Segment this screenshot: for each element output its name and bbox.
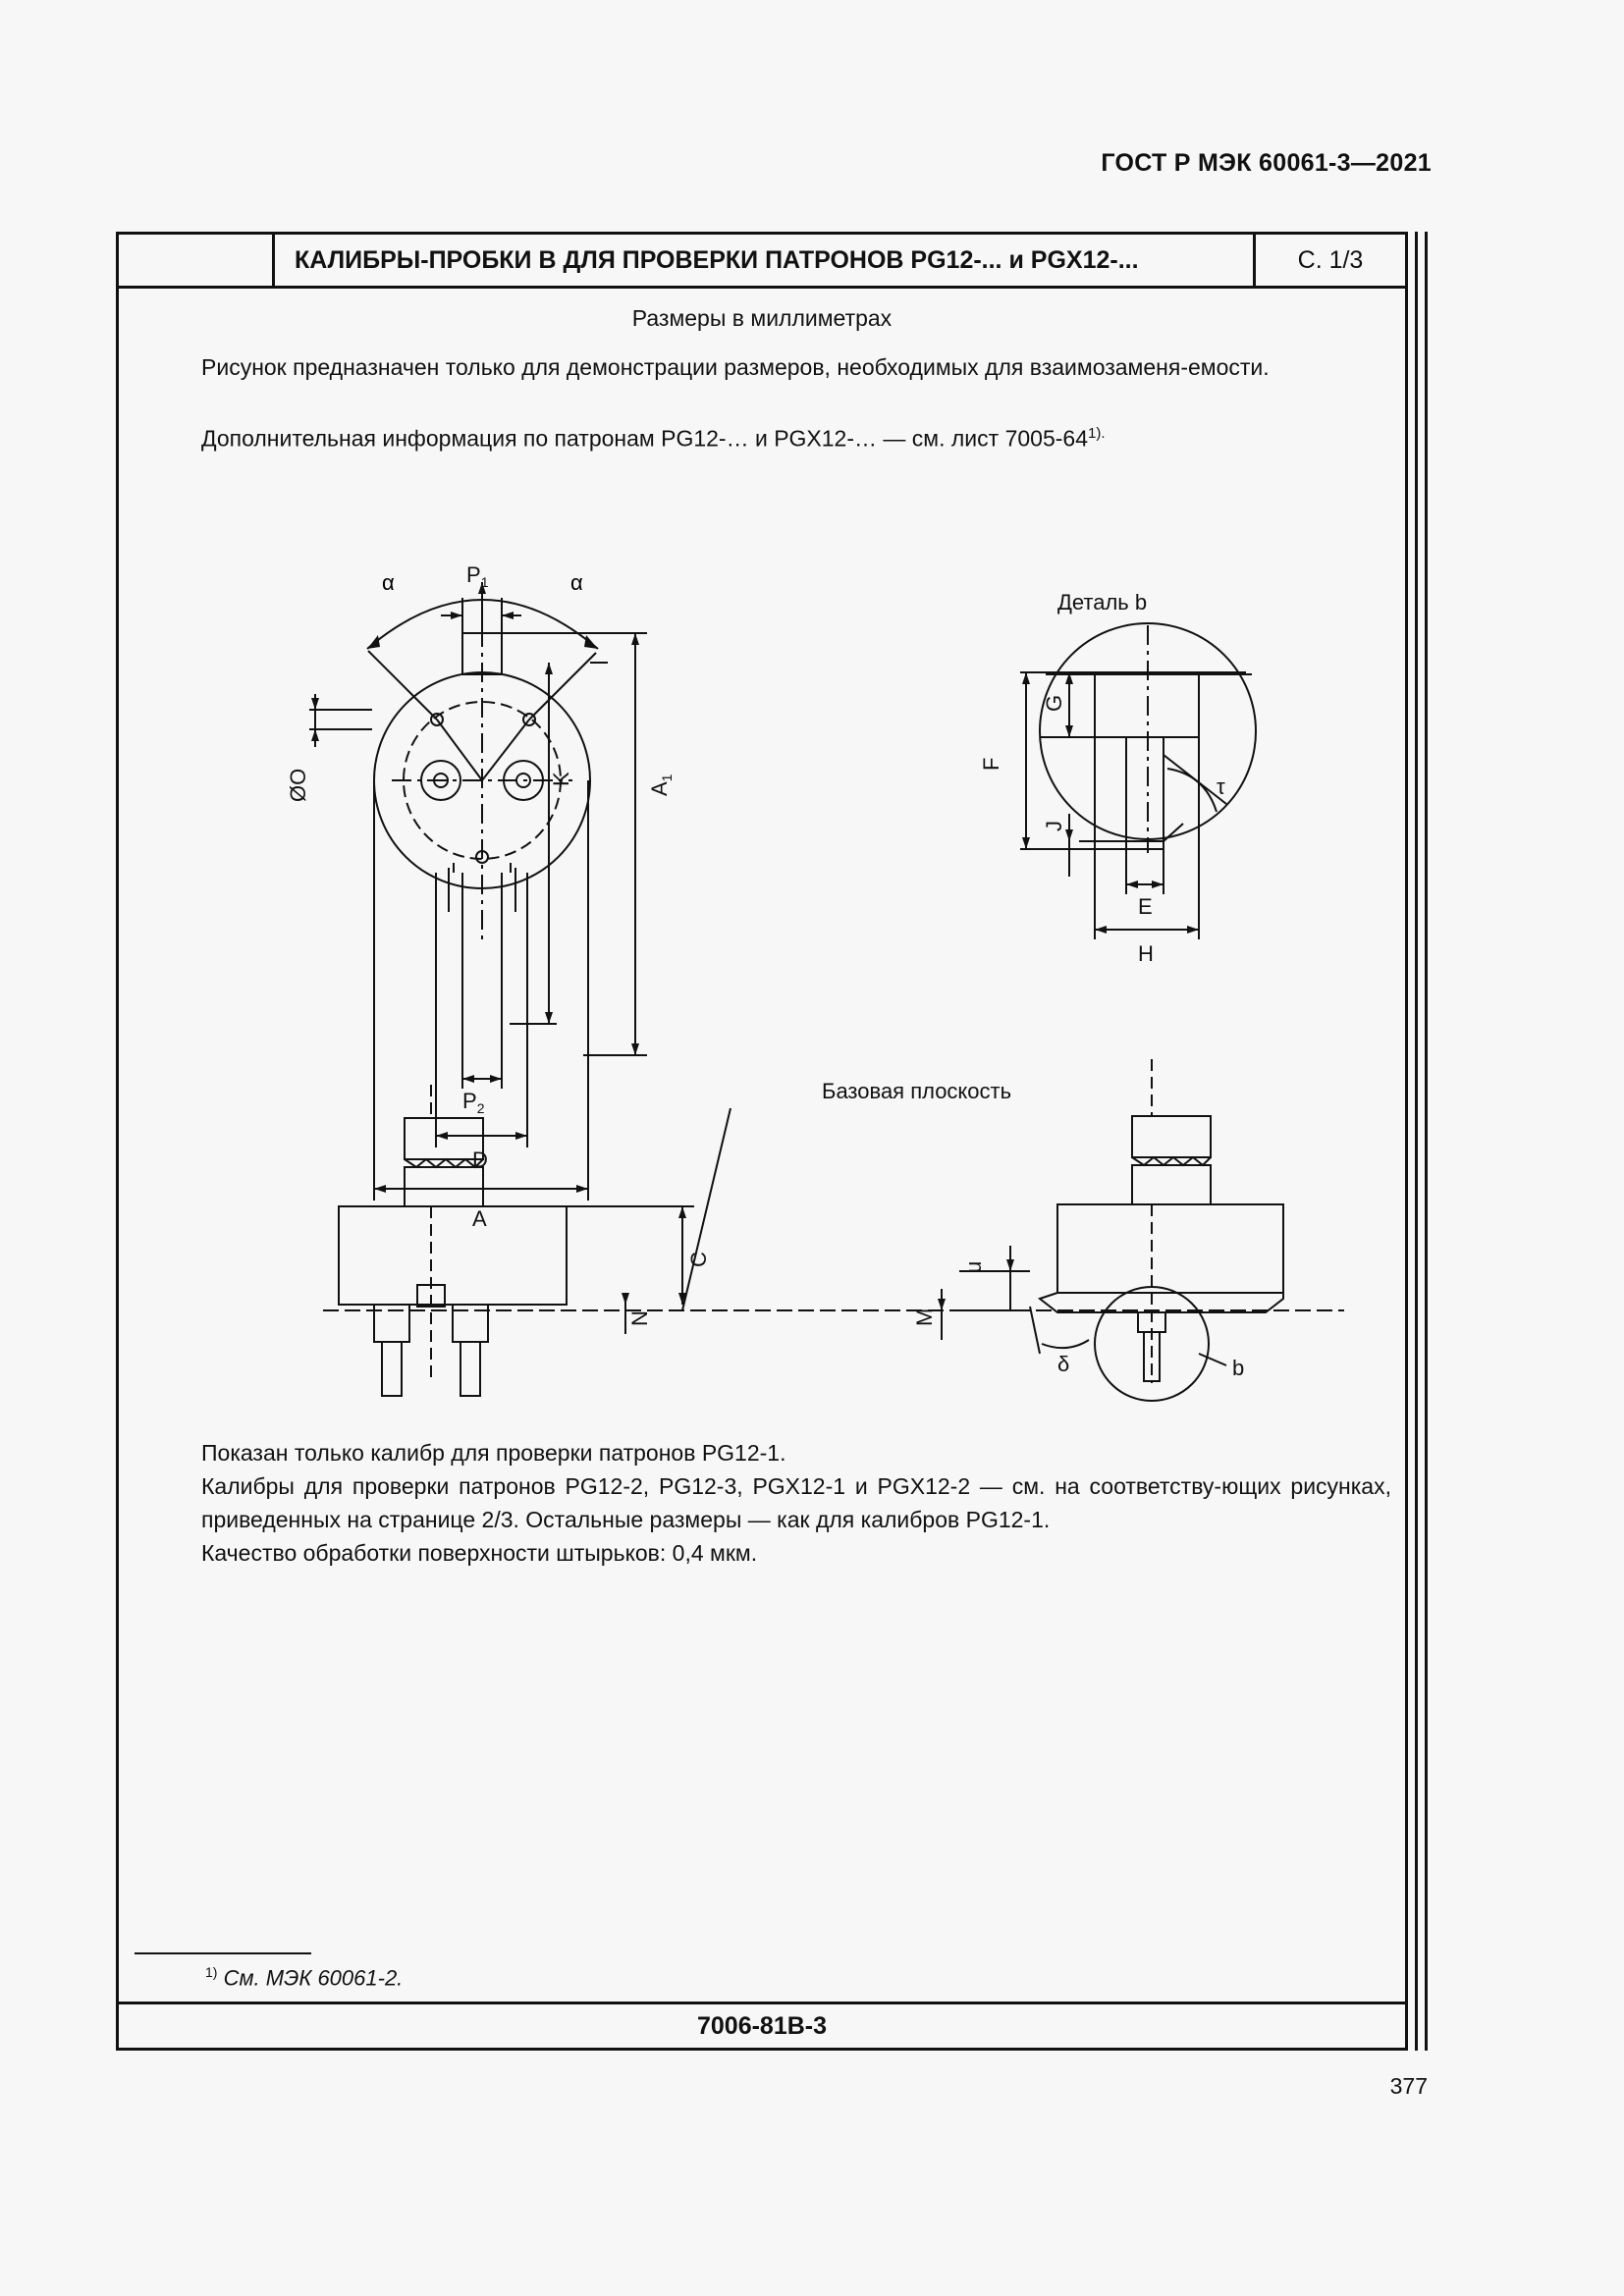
label-a: A (472, 1206, 487, 1231)
label-p1: $P_1$ (466, 562, 489, 590)
margin-rail (1415, 232, 1418, 2051)
sheet-header (119, 235, 1405, 289)
base-plane-label: Базовая плоскость (822, 1079, 1012, 1103)
detail-b-label: Деталь b (1057, 590, 1148, 614)
label-b: b (1232, 1356, 1245, 1380)
footnote-rule (135, 1952, 311, 1954)
label-tau: τ (1217, 774, 1225, 799)
gauge-drawing (254, 480, 1393, 1380)
note-1: Показан только калибр для проверки патронов PG12-1. (201, 1440, 786, 1466)
sheet-page: С. 1/3 (1297, 245, 1364, 274)
label-h: H (1138, 941, 1154, 966)
label-m: M (912, 1308, 937, 1326)
sheet-number: 7006-81В-3 (119, 2002, 1405, 2048)
label-n: N (627, 1310, 652, 1326)
intro-paragraph-1: Рисунок предназначен только для демонстрации размеров, необходимых для взаимозаменя-емости. (201, 354, 1270, 380)
margin-rail-outer (1425, 232, 1428, 2051)
standard-code: ГОСТ Р МЭК 60061-3—2021 (1101, 149, 1432, 177)
data-sheet (116, 232, 1408, 2051)
page-number: 377 (1389, 2073, 1428, 2099)
label-p2: $P_2$ (462, 1089, 485, 1116)
label-e: E (1138, 894, 1153, 919)
sheet-title: КАЛИБРЫ-ПРОБКИ В ДЛЯ ПРОВЕРКИ ПАТРОНОВ PG12-... и PGX12-... (275, 235, 1256, 286)
intro-paragraph-2: Дополнительная информация по патронам PG12-… и PGX12-… — см. лист $7005-64^{1).}$ (201, 425, 1106, 452)
label-alpha-top-left: α (382, 570, 395, 595)
header-blank-cell (119, 235, 275, 286)
label-c: C (686, 1252, 711, 1267)
note-3: Качество обработки поверхности штырьков: 0,4 мкм. (201, 1540, 758, 1566)
label-j: J (1042, 821, 1066, 831)
label-a1: $A_1$ (647, 774, 675, 796)
footnote: $^{1)}$ См. МЭК 60061-2. (205, 1964, 404, 1991)
label-delta: δ (1057, 1352, 1070, 1376)
label-alpha-top-right: α (570, 570, 583, 595)
label-d: D (472, 1148, 488, 1172)
label-g: G (1042, 694, 1066, 712)
label-f: F (979, 757, 1003, 771)
note-2: Калибры для проверки патронов PG12-2, PG12-3, PGX12-1 и PGX12-2 — см. на соответству-ющих рисунках, приведенных на странице 2/3. Остальные размеры — как для калибров PG12-1. (201, 1473, 1391, 1532)
label-o: ØO (286, 768, 310, 802)
label-u: u (961, 1260, 986, 1273)
label-k: K (549, 772, 573, 786)
units-note: Размеры в миллиметрах (631, 305, 893, 331)
